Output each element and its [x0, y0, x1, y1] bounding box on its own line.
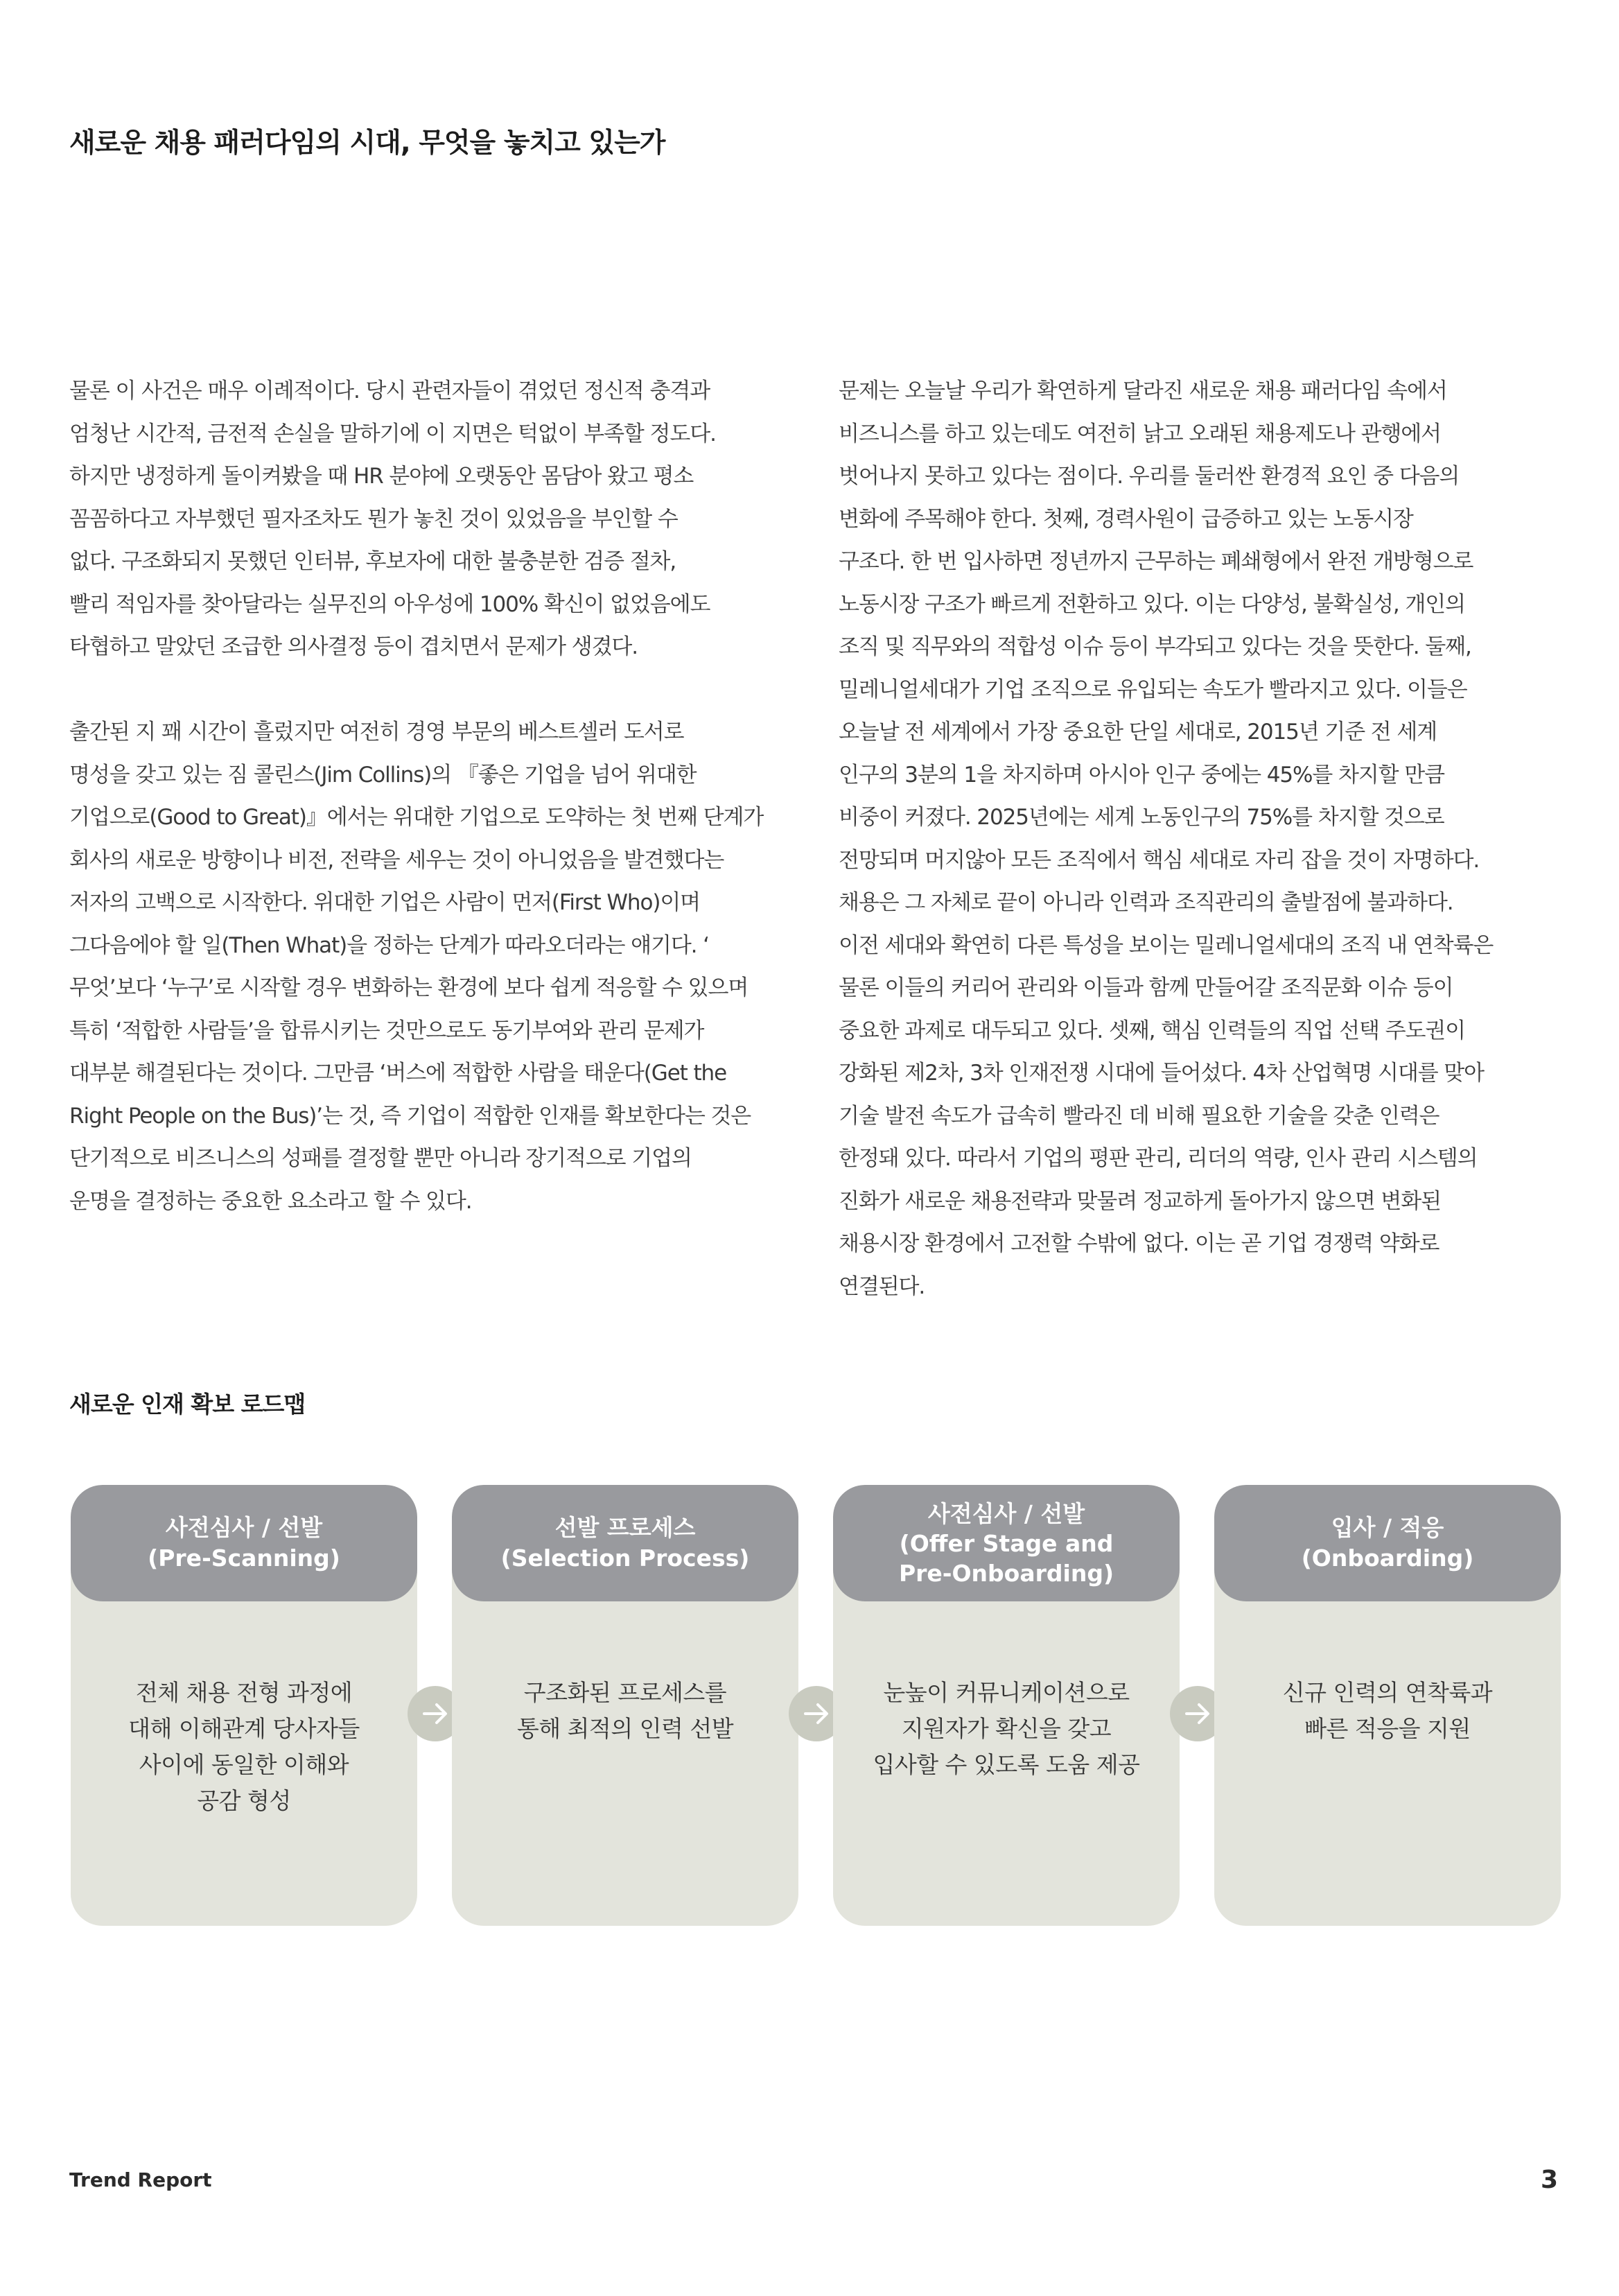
text-line: 중요한 과제로 대두되고 있다. 셋째, 핵심 인력들의 직업 선택 주도권이 — [839, 1018, 1465, 1043]
roadmap-step-body-line: 사이에 동일한 이해와 — [139, 1751, 349, 1778]
roadmap-step-header — [452, 1485, 798, 1601]
text-line: 없다. 구조화되지 못했던 인터뷰, 후보자에 대한 불충분한 검증 절차, — [69, 549, 676, 574]
page-title: 새로운 채용 패러다임의 시대, 무엇을 놓치고 있는가 — [69, 128, 665, 159]
roadmap-step-body-line: 통해 최적의 인력 선발 — [516, 1715, 734, 1742]
text-line: 타협하고 말았던 조급한 의사결정 등이 겹치면서 문제가 생겼다. — [69, 634, 638, 659]
text-line: 기술 발전 속도가 급속히 빨라진 데 비해 필요한 기술을 갖춘 인력은 — [839, 1103, 1439, 1129]
text-line: 회사의 새로운 방향이나 비전, 전략을 세우는 것이 아니었음을 발견했다는 — [69, 847, 724, 873]
roadmap-step-offer-stage — [833, 1485, 1180, 1926]
text-line: 그다음에야 할 일(Then What)을 정하는 단계가 따라오더라는 얘기다. ‘ — [69, 932, 709, 958]
text-line: 출간된 지 꽤 시간이 흘렀지만 여전히 경영 부문의 베스트셀러 도서로 — [69, 720, 684, 745]
roadmap-step-header-line: 사전심사 / 선발 — [165, 1514, 323, 1541]
text-line: 진화가 새로운 채용전략과 맞물려 정교하게 돌아가지 않으면 변화된 — [839, 1188, 1441, 1214]
text-line: 조직 및 직무와의 적합성 이슈 등이 부각되고 있다는 것을 뜻한다. 둘째, — [839, 634, 1471, 659]
roadmap-step-selection-process — [452, 1485, 798, 1926]
roadmap-step-description — [71, 1675, 417, 1819]
text-line: 기업으로(Good to Great)』에서는 위대한 기업으로 도약하는 첫 번째 단계가 — [69, 805, 764, 830]
text-line: Right People on the Bus)’는 것, 즉 기업이 적합한 인재를 확보한다는 것은 — [69, 1103, 751, 1129]
text-line: 특히 ‘적합한 사람들’을 합류시키는 것만으로도 동기부여와 관리 문제가 — [69, 1018, 704, 1043]
text-line: 문제는 오늘날 우리가 확연하게 달라진 새로운 채용 패러다임 속에서 — [839, 379, 1447, 403]
text-line: 무엇’보다 ‘누구’로 시작할 경우 변화하는 환경에 보다 쉽게 적응할 수 있으며 — [69, 975, 749, 1000]
text-line: 비중이 커졌다. 2025년에는 세계 노동인구의 75%를 차지할 것으로 — [839, 805, 1444, 830]
article-column-left — [69, 370, 797, 1223]
article-column-right — [839, 370, 1566, 1308]
roadmap-step-body-line: 지원자가 확신을 갖고 — [901, 1715, 1112, 1742]
text-line: 명성을 갖고 있는 짐 콜린스(Jim Collins)의 『좋은 기업을 넘어 위대한 — [69, 762, 697, 788]
text-line: 운명을 결정하는 중요한 요소라고 할 수 있다. — [69, 1188, 472, 1214]
text-line: 전망되며 머지않아 모든 조직에서 핵심 세대로 자리 잡을 것이 자명하다. — [839, 847, 1480, 873]
text-line: 변화에 주목해야 한다. 첫째, 경력사원이 급증하고 있는 노동시장 — [839, 506, 1413, 532]
text-line: 강화된 제2차, 3차 인재전쟁 시대에 들어섰다. 4차 산업혁명 시대를 맞아 — [839, 1061, 1485, 1086]
text-line: 채용은 그 자체로 끝이 아니라 인력과 조직관리의 출발점에 불과하다. — [839, 890, 1453, 915]
text-line: 한정돼 있다. 따라서 기업의 평판 관리, 리더의 역량, 인사 관리 시스템의 — [839, 1146, 1478, 1171]
roadmap-step-body-line: 입사할 수 있도록 도움 제공 — [873, 1751, 1140, 1778]
roadmap-step-header-line: (Offer Stage and — [899, 1529, 1114, 1557]
text-line: 꼼꼼하다고 자부했던 필자조차도 뭔가 놓친 것이 있었음을 부인할 수 — [69, 506, 678, 532]
roadmap-step-header — [833, 1485, 1180, 1601]
roadmap-step-header-line: 선발 프로세스 — [554, 1514, 696, 1541]
text-line: 저자의 고백으로 시작한다. 위대한 기업은 사람이 먼저(First Who)이며 — [69, 890, 701, 915]
roadmap-step-description — [833, 1675, 1180, 1783]
roadmap-step-description — [1214, 1675, 1561, 1747]
roadmap-step-body-line: 구조화된 프로세스를 — [523, 1679, 727, 1706]
roadmap-step-header-line: (Onboarding) — [1301, 1545, 1474, 1572]
roadmap-step-body-line: 신규 인력의 연착륙과 — [1282, 1679, 1493, 1706]
roadmap-title: 새로운 인재 확보 로드맵 — [69, 1391, 306, 1418]
text-line: 밀레니얼세대가 기업 조직으로 유입되는 속도가 빨라지고 있다. 이들은 — [839, 677, 1467, 702]
text-line: 단기적으로 비즈니스의 성패를 결정할 뿐만 아니라 장기적으로 기업의 — [69, 1146, 692, 1171]
roadmap-step-header-line: 입사 / 적응 — [1331, 1514, 1444, 1541]
text-line: 엄청난 시간적, 금전적 손실을 말하기에 이 지면은 턱없이 부족할 정도다. — [69, 421, 716, 446]
roadmap-step-description — [452, 1675, 798, 1747]
roadmap-step-pre-scanning — [71, 1485, 417, 1926]
paragraph-gap — [69, 669, 797, 712]
roadmap-step-body-line: 눈높이 커뮤니케이션으로 — [883, 1679, 1130, 1706]
roadmap-step-header-line: (Selection Process) — [500, 1545, 750, 1572]
text-line: 대부분 해결된다는 것이다. 그만큼 ‘버스에 적합한 사람을 태운다(Get the — [69, 1061, 727, 1086]
page-number: 3 — [1540, 2166, 1558, 2194]
text-line: 빨리 적임자를 찾아달라는 실무진의 아우성에 100% 확신이 없었음에도 — [69, 591, 710, 617]
text-line: 인구의 3분의 1을 차지하며 아시아 인구 중에는 45%를 차지할 만큼 — [839, 762, 1444, 788]
roadmap-step-header-line: 사전심사 / 선발 — [927, 1499, 1085, 1527]
text-line: 채용시장 환경에서 고전할 수밖에 없다. 이는 곧 기업 경쟁력 약화로 — [839, 1231, 1439, 1256]
roadmap-step-body-line: 공감 형성 — [197, 1787, 291, 1814]
text-line: 노동시장 구조가 빠르게 전환하고 있다. 이는 다양성, 불확실성, 개인의 — [839, 591, 1465, 617]
text-line: 비즈니스를 하고 있는데도 여전히 낡고 오래된 채용제도나 관행에서 — [839, 421, 1441, 446]
text-line: 하지만 냉정하게 돌이켜봤을 때 HR 분야에 오랫동안 몸담아 왔고 평소 — [69, 464, 694, 489]
roadmap-step-body-line: 대해 이해관계 당사자들 — [128, 1715, 360, 1742]
roadmap-step-header-line: (Pre-Scanning) — [148, 1545, 340, 1572]
roadmap-step-header — [1214, 1485, 1561, 1601]
text-line: 이전 세대와 확연히 다른 특성을 보이는 밀레니얼세대의 조직 내 연착륙은 — [839, 932, 1494, 958]
roadmap-step-body-line: 전체 채용 전형 과정에 — [135, 1679, 353, 1706]
text-line: 오늘날 전 세계에서 가장 중요한 단일 세대로, 2015년 기준 전 세계 — [839, 720, 1437, 745]
text-line: 연결된다. — [839, 1273, 925, 1299]
publication-name: Trend Report — [69, 2168, 212, 2191]
text-line: 물론 이들의 커리어 관리와 이들과 함께 만들어갈 조직문화 이슈 등이 — [839, 975, 1453, 1000]
text-line: 구조다. 한 번 입사하면 정년까지 근무하는 폐쇄형에서 완전 개방형으로 — [839, 549, 1473, 574]
roadmap-step-header-line: Pre-Onboarding) — [898, 1559, 1114, 1587]
text-line: 벗어나지 못하고 있다는 점이다. 우리를 둘러싼 환경적 요인 중 다음의 — [839, 464, 1460, 489]
roadmap-step-header — [71, 1485, 417, 1601]
roadmap-step-onboarding — [1214, 1485, 1561, 1926]
text-line: 물론 이 사건은 매우 이례적이다. 당시 관련자들이 겪었던 정신적 충격과 — [69, 379, 710, 403]
roadmap-step-body-line: 빠른 적응을 지원 — [1304, 1715, 1471, 1742]
